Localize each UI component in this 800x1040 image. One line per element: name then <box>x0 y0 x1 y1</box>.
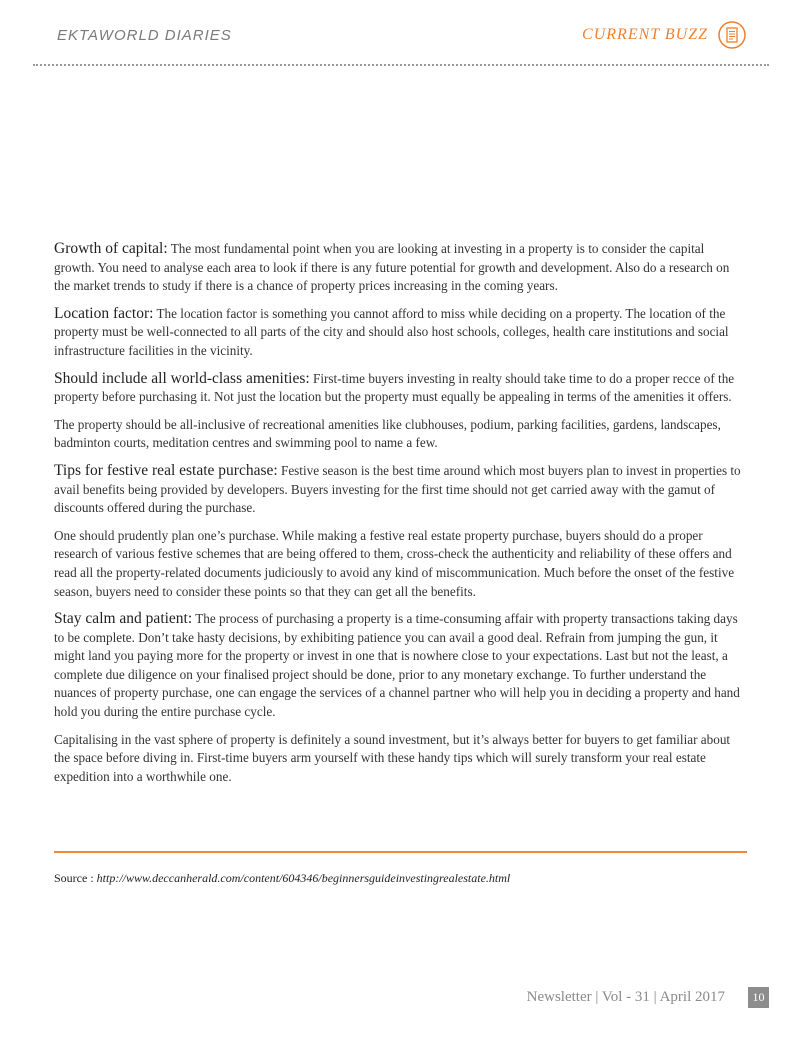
document-icon <box>718 21 746 49</box>
lead-amenities: Should include all world-class amenities: <box>54 369 310 387</box>
text-amenities: First-time buyers investing in realty should take time to do a proper recce of the property before purchasing it. Not just the location but the property must equally be appealing in terms of the amenities it offers. <box>54 370 735 405</box>
text-growth-of-capital: The most fundamental point when you are looking at investing in a property is to consider the capital growth. You need to analyse each area to look if there is any future potential for growth and development. Also do a research on the market trends to study if there is a chance of property prices increasing in the coming years. <box>54 241 730 294</box>
page-header <box>0 0 800 70</box>
source-label: Source : <box>54 871 97 885</box>
section-title: CURRENT BUZZ <box>582 26 708 43</box>
text-location-factor: The location factor is something you cannot afford to miss while deciding on a property. The location of the property must be well-connected to all parts of the city and should also host schools, colleges, health care institutions and social infrastructure facilities in the vicinity. <box>54 305 729 358</box>
paragraph-conclusion: Capitalising in the vast sphere of property is definitely a sound investment, but it’s always better for buyers to get familiar about the space before diving in. First-time buyers arm yourself with these handy tips which will surely transform your real estate expedition into a worthwhile one. <box>54 731 731 784</box>
paragraph-stay-calm <box>54 610 747 722</box>
paragraph-amenities <box>54 370 747 407</box>
newsletter-info: Newsletter | Vol - 31 | April 2017 <box>526 989 725 1005</box>
text-festive-purchase: Festive season is the best time around which most buyers plan to invest in properties to avail benefits being provided by developers. Buyers investing for the first time should not get carried away with the gamut of discounts offered during the purchase. <box>54 462 741 516</box>
lead-location-factor: Location factor: <box>54 304 154 322</box>
paragraph-location-factor <box>54 305 747 361</box>
source-link[interactable]: http://www.deccanherald.com/content/604346/beginnersguideinvestingrealestate.html <box>96 871 511 885</box>
lead-stay-calm: Stay calm and patient: <box>54 610 193 628</box>
page-number: 10 <box>748 987 769 1008</box>
lead-festive-purchase: Tips for festive real estate purchase: <box>54 461 278 479</box>
footer-divider <box>54 851 747 853</box>
paragraph-growth-of-capital <box>54 240 747 296</box>
source-citation <box>54 871 510 886</box>
brand-title: EKTAWORLD DIARIES <box>57 27 232 44</box>
paragraph-festive-purchase <box>54 462 747 518</box>
header-divider <box>33 64 769 66</box>
paragraph-prudent-planning: One should prudently plan one’s purchase. While making a festive real estate property purchase, buyers should do a proper research of various festive schemes that are being offered to them, cross-check the authenticity and reliability of these offers and read all the property-related documents judiciously to avoid any kind of miscommunication. Much before the onset of the festive season, buyers need to consider these points so that they can get all the benefits. <box>54 527 735 599</box>
lead-growth-of-capital: Growth of capital: <box>54 240 168 257</box>
paragraph-amenities-list: The property should be all-inclusive of recreational amenities like clubhouses, podium, parking facilities, gardens, landscapes, badminton courts, meditation centres and swimming pool to name a few. <box>54 416 721 451</box>
text-stay-calm: The process of purchasing a property is a time-consuming affair with property transactions taking days to be complete. Don’t take hasty decisions, by exhibiting patience you can avail a good deal. Refrain from jumping the gun, it might land you paying more for the property or invest in one that is nowhere close to your expectations. Last but not the least, a complete due diligence on your finalised project should be done, prior to any monetary exchange. To further understand the nuances of property purchase, one can engage the services of a channel partner who will help you in deciding a property and hand hold you during the entire purchase cycle. <box>54 611 740 720</box>
article-body <box>54 240 747 795</box>
